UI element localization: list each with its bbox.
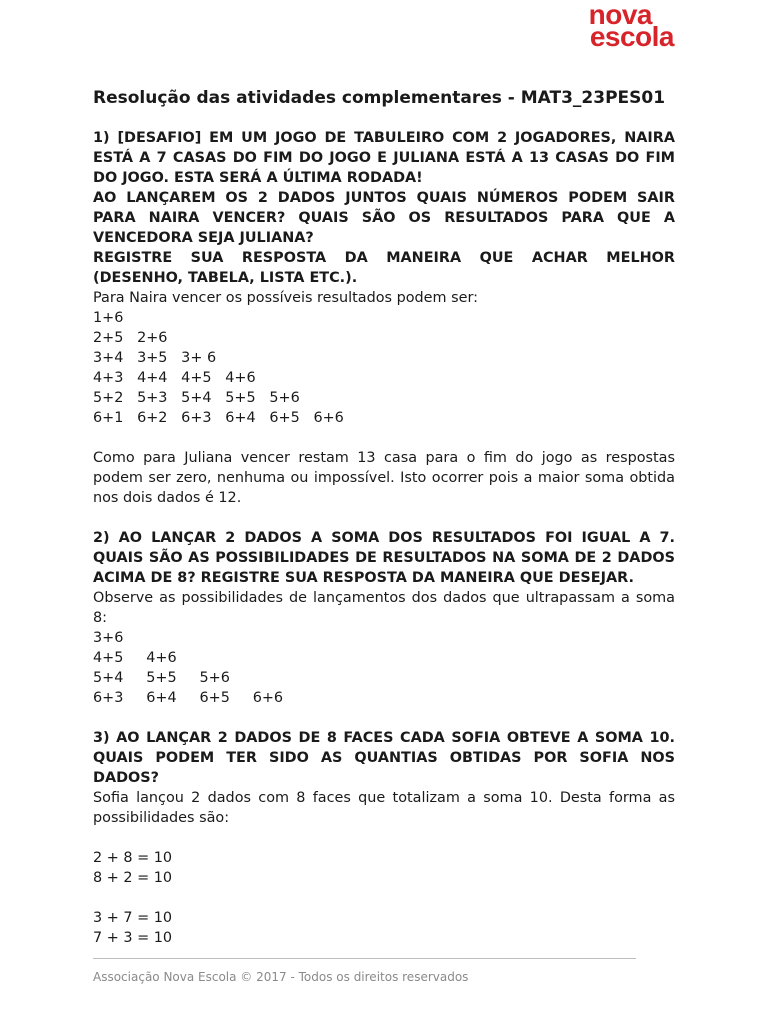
answer-1-result-line: 2+5 2+6 (93, 330, 168, 346)
logo-line-2: escola (589, 21, 674, 52)
answer-1-conclusion: Como para Juliana vencer restam 13 casa para o fim do jogo as respostas podem ser zero, nenhuma ou impossível. Isto ocorrer pois a maior soma obtida nos dois dados é 12. (93, 450, 675, 506)
answer-1-result-line: 6+1 6+2 6+3 6+4 6+5 6+6 (93, 410, 344, 426)
nova-escola-logo (588, 0, 674, 52)
question-2-section (93, 528, 675, 708)
answer-2-result-line: 3+6 (93, 630, 124, 646)
question-1-text-2: AO LANÇAREM OS 2 DADOS JUNTOS QUAIS NÚMEROS PODEM SAIR PARA NAIRA VENCER? QUAIS SÃO OS RESULTADOS PARA QUE A VENCEDORA SEJA JULIANA? (93, 190, 675, 246)
answer-3-equation: 8 + 2 = 10 (93, 870, 173, 886)
answer-1-result-line: 5+2 5+3 5+4 5+5 5+6 (93, 390, 300, 406)
answer-2-result-line: 5+4 5+5 5+6 (93, 670, 230, 686)
document-title: Resolução das atividades complementares - MAT3_23PES01 (93, 88, 666, 108)
answer-1-result-line: 1+6 (93, 310, 124, 326)
answer-1-result-line: 4+3 4+4 4+5 4+6 (93, 370, 256, 386)
answer-2-result-line: 4+5 4+6 (93, 650, 177, 666)
question-2-text: 2) AO LANÇAR 2 DADOS A SOMA DOS RESULTADOS FOI IGUAL A 7. QUAIS SÃO AS POSSIBILIDADES DE RESULTADOS NA SOMA DE 2 DADOS ACIMA DE 8? REGISTRE SUA RESPOSTA DA MANEIRA QUE DESEJAR. (93, 530, 675, 586)
question-1-text-3: REGISTRE SUA RESPOSTA DA MANEIRA QUE ACHAR MELHOR (DESENHO, TABELA, LISTA ETC.). (93, 250, 675, 286)
answer-1-result-line: 3+4 3+5 3+ 6 (93, 350, 217, 366)
footer-divider (93, 958, 636, 959)
question-3-text: 3) AO LANÇAR 2 DADOS DE 8 FACES CADA SOFIA OBTEVE A SOMA 10. QUAIS PODEM TER SIDO AS QUANTIAS OBTIDAS POR SOFIA NOS DADOS? (93, 730, 675, 786)
answer-3-equation: 7 + 3 = 10 (93, 930, 173, 946)
document-body (93, 86, 675, 948)
question-3-section (93, 728, 675, 948)
answer-3-equation: 3 + 7 = 10 (93, 910, 173, 926)
answer-1-intro: Para Naira vencer os possíveis resultados podem ser: (93, 290, 478, 306)
answer-3-equation: 2 + 8 = 10 (93, 850, 173, 866)
answer-3-intro: Sofia lançou 2 dados com 8 faces que totalizam a soma 10. Desta forma as possibilidades são: (93, 790, 675, 826)
answer-2-result-line: 6+3 6+4 6+5 6+6 (93, 690, 284, 706)
question-1-section (93, 128, 675, 508)
footer-copyright: Associação Nova Escola © 2017 - Todos os direitos reservados (93, 970, 469, 984)
question-1-text: 1) [DESAFIO] EM UM JOGO DE TABULEIRO COM 2 JOGADORES, NAIRA ESTÁ A 7 CASAS DO FIM DO JOGO E JULIANA ESTÁ A 13 CASAS DO FIM DO JOGO. ESTA SERÁ A ÚLTIMA RODADA! (93, 130, 675, 186)
logo-line-1: nova (588, 0, 652, 30)
answer-2-intro: Observe as possibilidades de lançamentos dos dados que ultrapassam a soma 8: (93, 590, 675, 626)
